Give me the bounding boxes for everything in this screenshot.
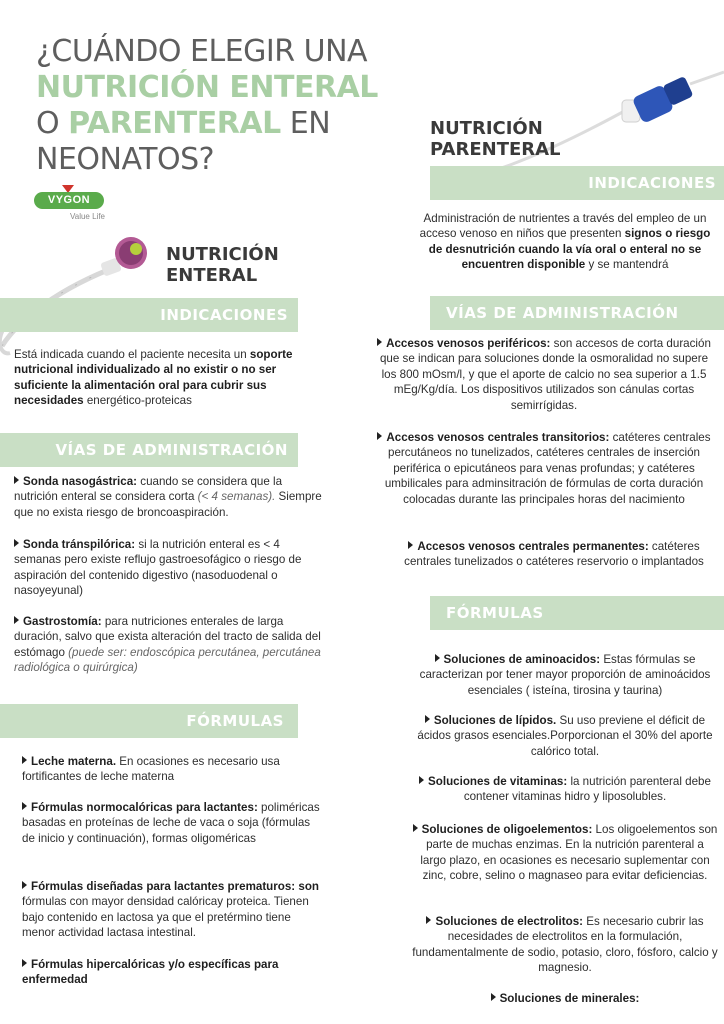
parenteral-title-line-1: NUTRICIÓN — [430, 118, 543, 139]
item-text: catéteres centrales tunelizados o catéteres reservorio o implantados — [404, 540, 704, 569]
enteral-formula-item — [22, 800, 322, 846]
item-label: son — [298, 880, 320, 893]
item-label: Soluciones de aminoacidos: — [443, 653, 601, 666]
bullet-arrow-icon — [413, 824, 418, 832]
vygon-logo: VYGON — [34, 192, 104, 209]
bold-run: signos o riesgo de desnutrición cuando la vía oral o enteral no se encuentren disponible — [428, 227, 711, 272]
parenteral-vias-header — [430, 296, 724, 330]
title-line-3-pre: O — [36, 106, 69, 141]
bullet-arrow-icon — [14, 616, 19, 624]
enteral-indicaciones-text — [14, 347, 310, 409]
parenteral-vias-item — [372, 430, 716, 507]
item-label: Soluciones de oligoelementos: — [421, 823, 593, 836]
parenteral-title-line-2: PARENTERAL — [430, 139, 561, 160]
item-label: Accesos venosos centrales permanentes: — [417, 540, 649, 553]
item-text: Los oligoelementos son parte de muchas enzimas. En la nutrición parenteral a largo plazo, en ocasiones es necesario suplementar con zinc, cobre, selino o magnaseo para evitar deficiencias. — [420, 823, 718, 883]
item-label: Soluciones de electrolitos: — [435, 915, 584, 928]
enteral-vias-item — [14, 474, 328, 520]
enteral-vias-item — [14, 614, 328, 676]
item-text: En ocasiones es necesario usa fortificantes de leche materna — [22, 755, 280, 784]
text-run: energético-proteicas — [83, 394, 192, 408]
parenteral-formula-item — [412, 914, 718, 976]
parenteral-vias-item — [392, 539, 716, 570]
enteral-title-line-2: ENTERAL — [166, 265, 258, 286]
item-label: Fórmulas normocalóricas para lactantes: — [31, 801, 258, 814]
item-label: Accesos venosos centrales transitorios: — [386, 431, 610, 444]
parenteral-indicaciones-label: INDICACIONES — [588, 174, 716, 192]
item-text: Es necesario cubrir las necesidades de electrolitos en la formulación, fundamentalmente de sodio, potasio, cloro, fósforo, calcio y magnesio. — [412, 915, 718, 975]
bullet-arrow-icon — [377, 432, 382, 440]
bullet-arrow-icon — [22, 756, 27, 764]
enteral-vias-item — [14, 537, 328, 599]
text-run: Administración de nutrientes a través del empleo de un acceso venoso en niños que presenten — [419, 212, 707, 241]
item-label: Accesos venosos periféricos: — [386, 337, 551, 350]
title-line-3-post: EN — [280, 106, 331, 141]
item-text: Su uso previene el déficit de ácidos grasos esenciales.Porporcionan el 30% del aporte calórico total. — [417, 714, 713, 758]
enteral-formula-item — [22, 754, 322, 785]
logo-tagline: Value Life — [70, 212, 105, 221]
bullet-arrow-icon — [14, 539, 19, 547]
item-label: Sonda nasogástrica: — [23, 475, 138, 488]
item-text: catéteres centrales percutáneos no tunelizados, catéteres centrales de inserción periférica o epicutáneos para venas profundas; y catéteres umbilicales para adminsitración de fórmulas de corta duración colocadas durante las principales horas del nacimiento — [384, 431, 711, 506]
parenteral-indicaciones-header — [430, 166, 724, 200]
enteral-formula-item — [22, 879, 322, 941]
item-label: Soluciones de lípidos. — [433, 714, 557, 727]
parenteral-formulas-header — [430, 596, 724, 630]
item-text: para nutriciones enterales de larga duración, salvo que exista alteración del tracto de salida del estómago — [14, 615, 321, 659]
parenteral-title — [430, 118, 561, 160]
enteral-formulas-label: FÓRMULAS — [186, 712, 284, 730]
bullet-arrow-icon — [426, 916, 431, 924]
title-line-1: ¿CUÁNDO ELEGIR UNA — [36, 34, 368, 69]
item-label: Sonda tránspilórica: — [23, 538, 136, 551]
item-text: cuando se considera que la nutrición enteral se considera corta — [14, 475, 283, 504]
text-run: Está indicada cuando el paciente necesita un — [14, 348, 250, 361]
parenteral-indicaciones-text — [412, 211, 718, 273]
text-run: y se mantendrá — [585, 258, 669, 272]
enteral-formulas-header — [0, 704, 298, 738]
parenteral-formula-item — [412, 774, 718, 805]
bullet-arrow-icon — [491, 993, 496, 1001]
item-label: Fórmulas hipercalóricas y/o específicas para enfermedad — [22, 958, 279, 987]
enteral-indicaciones-label: INDICACIONES — [160, 306, 288, 324]
item-text: son accesos de corta duración que se indican para soluciones donde la osmoralidad no supere los 800 mOsm/l, y que el aporte de calcio no sea superior a 1.5 mEg/Kg/día. Los dispositivos utilizados son cánulas cortas semirrígidas. — [379, 337, 711, 412]
item-text: fórmulas con mayor densidad calóricay proteica. Tienen bajo contenido en lactosa ya que el pretérmino tiene menor actividad lactasa intestinal. — [22, 895, 309, 940]
item-text: Siempre que no exista riesgo de broncoaspiración. — [14, 490, 322, 519]
item-text: Estas fórmulas se caracterizan por tener mayor proporción de aminoácidos esenciales ( isteína, tirosina y taurina) — [419, 653, 711, 697]
parenteral-vias-label: VÍAS DE ADMINISTRACIÓN — [446, 304, 679, 322]
parenteral-vias-item — [372, 336, 716, 413]
bullet-arrow-icon — [377, 338, 382, 346]
bullet-arrow-icon — [14, 476, 19, 484]
title-line-4: NEONATOS? — [36, 142, 215, 177]
bullet-arrow-icon — [22, 881, 27, 889]
title-line-3-highlight: PARENTERAL — [68, 106, 281, 141]
parenteral-formula-item — [412, 991, 718, 1006]
enteral-vias-label: VÍAS DE ADMINISTRACIÓN — [55, 441, 288, 459]
enteral-formula-item — [22, 957, 322, 988]
item-text: si la nutrición enteral es < 4 semanas pero existe reflujo gastroesofágico o riesgo de aspiración del contenido digestivo (nasoduodenal o nasoyeyunal) — [14, 538, 302, 598]
bullet-arrow-icon — [408, 541, 413, 549]
item-label: Leche materna. — [31, 755, 117, 768]
item-label: Fórmulas diseñadas para lactantes prematuros: — [31, 880, 296, 893]
enteral-tube-icon — [0, 228, 170, 358]
bullet-arrow-icon — [22, 802, 27, 810]
bullet-arrow-icon — [419, 776, 424, 784]
bullet-arrow-icon — [22, 959, 27, 967]
parenteral-formulas-label: FÓRMULAS — [446, 604, 544, 622]
enteral-vias-header — [0, 433, 298, 467]
item-label: Soluciones de vitaminas: — [428, 775, 568, 788]
bullet-arrow-icon — [425, 715, 430, 723]
parenteral-formula-item — [412, 713, 718, 759]
parenteral-formula-item — [412, 822, 718, 884]
item-text: poliméricas basadas en proteínas de leche de vaca o soja (fórmulas de inicio y continuación), formas oligoméricas — [22, 801, 320, 845]
page-title — [36, 34, 436, 178]
title-line-2: NUTRICIÓN ENTERAL — [36, 70, 378, 105]
item-label: Gastrostomía: — [23, 615, 102, 628]
bullet-arrow-icon — [435, 654, 440, 662]
item-italic: (< 4 semanas). — [197, 490, 276, 504]
bold-run: soporte nutricional individualizado al no existir o no ser suficiente la alimentación oral para cubrir sus necesidades — [14, 348, 293, 408]
parenteral-formula-item — [412, 652, 718, 698]
enteral-indicaciones-header — [0, 298, 298, 332]
enteral-title — [166, 244, 279, 286]
enteral-title-line-1: NUTRICIÓN — [166, 244, 279, 265]
item-text: la nutrición parenteral debe contener vitaminas hidro y liposolubles. — [463, 775, 711, 804]
item-italic: (puede ser: endoscópica percutánea, percutánea radiológica o quirúrgica) — [14, 645, 321, 675]
item-label: Soluciones de minerales: — [499, 992, 640, 1005]
